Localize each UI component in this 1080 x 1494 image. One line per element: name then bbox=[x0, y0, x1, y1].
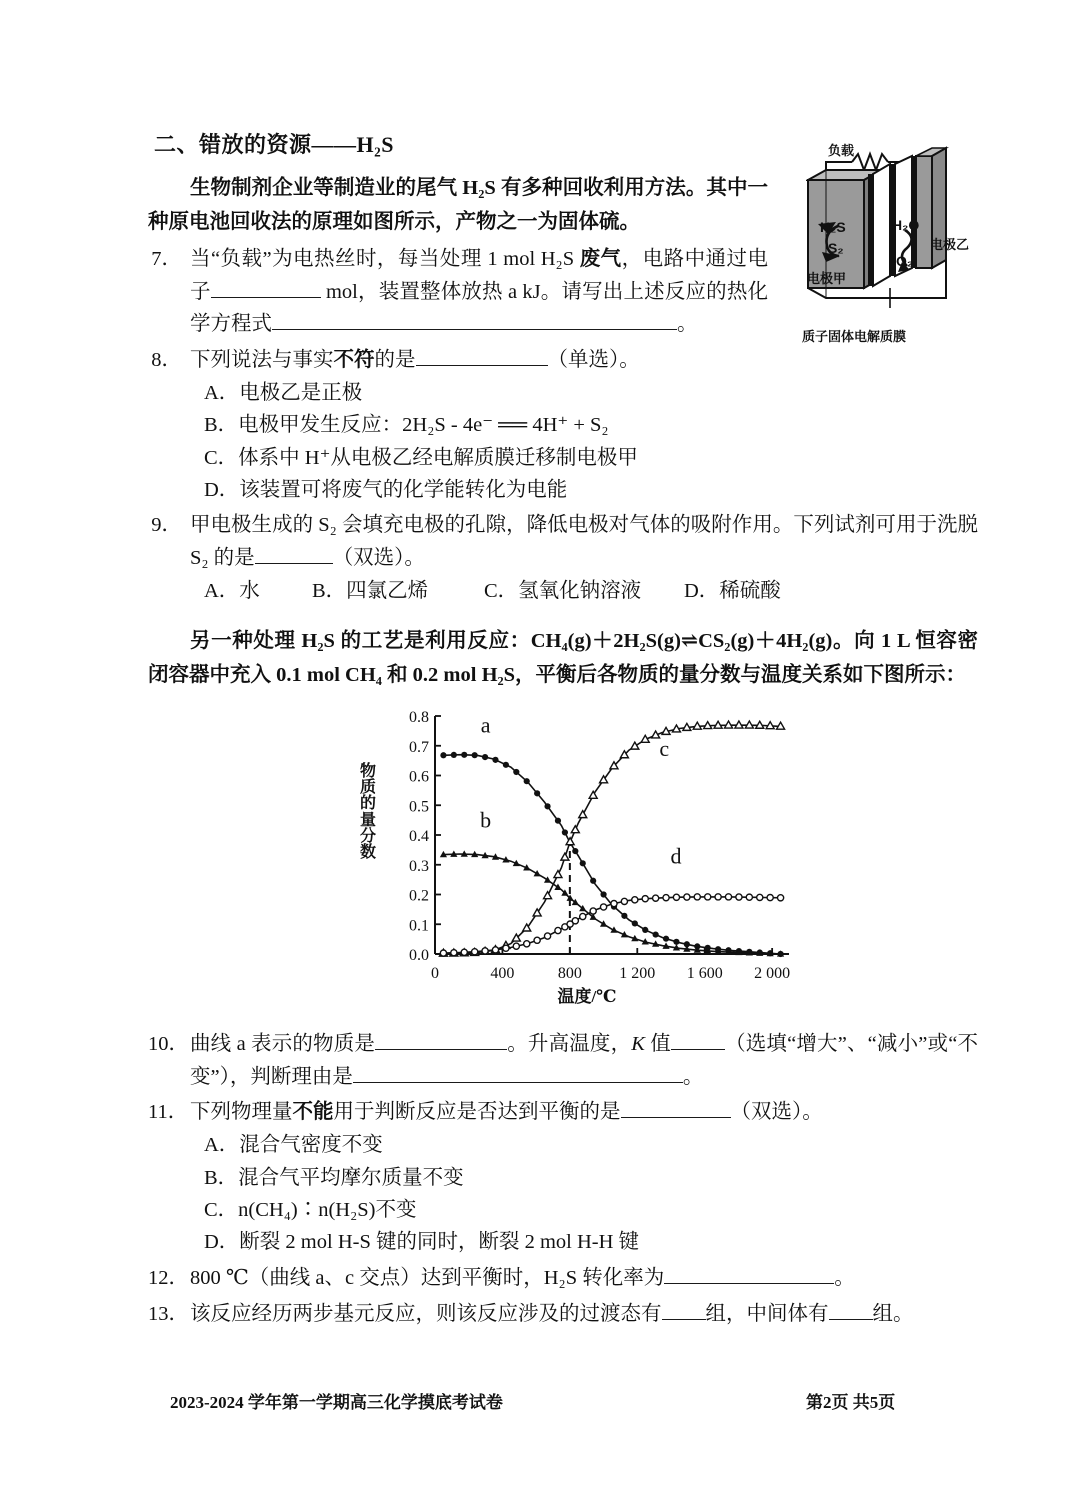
question-8-body bbox=[190, 344, 978, 377]
question-8-number: 8． bbox=[151, 349, 182, 372]
question-11-option-d[interactable]: D．断裂 2 mol H-S 键的同时，断裂 2 mol H-H 键 bbox=[204, 1231, 640, 1254]
q13-text-b: 组，中间体有 bbox=[705, 1302, 829, 1325]
chart-y-tick-label: 0.2 bbox=[409, 887, 429, 905]
q11-answer-blank[interactable] bbox=[621, 1098, 731, 1119]
chart-y-axis-label: 物质的量分数 bbox=[359, 762, 376, 862]
question-9-option-b[interactable]: B．四氯乙烯 bbox=[312, 580, 429, 603]
q8-answer-blank[interactable] bbox=[416, 346, 548, 367]
question-7-body bbox=[190, 243, 768, 341]
chart-x-tick-label: 0 bbox=[431, 964, 439, 982]
question-11-option-b[interactable]: B．混合气平均摩尔质量不变 bbox=[204, 1166, 464, 1189]
chart-x-tick-label: 1 600 bbox=[686, 964, 723, 982]
question-12 bbox=[148, 1262, 978, 1295]
figure-membrane-label: 质子固体电解质膜 bbox=[802, 329, 907, 344]
q7-emphasis: 废气 bbox=[579, 247, 622, 270]
question-10-number: 10． bbox=[148, 1032, 189, 1055]
q11-stem-a: 下列物理量 bbox=[190, 1101, 293, 1124]
q10-answer-blank-2[interactable] bbox=[671, 1029, 725, 1050]
question-8-option-c[interactable]: C．体系中 H⁺从电极乙经电解质膜迁移制电极甲 bbox=[204, 446, 638, 469]
question-13-body bbox=[190, 1298, 978, 1331]
chart-y-tick-label: 0.5 bbox=[409, 798, 429, 816]
question-8-option-a[interactable]: A．电极乙是正极 bbox=[204, 381, 363, 404]
q7-text-d: mol，装置整体放热 a kJ。请写出上述反应的热化学方程式 bbox=[190, 280, 768, 336]
chart-y-tick-label: 0.8 bbox=[409, 708, 429, 726]
q10-text-a: 曲线 a 表示的物质是 bbox=[190, 1032, 376, 1055]
question-8-option-b[interactable]: B．电极甲发生反应：2H₂S - 4e⁻ ══ 4H⁺ + S₂ bbox=[204, 414, 609, 437]
q7-answer-blank-2[interactable] bbox=[272, 310, 677, 331]
question-11-number: 11． bbox=[148, 1101, 189, 1124]
q9-stem-b: （双选）。 bbox=[332, 547, 425, 570]
chart-y-tick-label: 0.7 bbox=[409, 738, 429, 756]
question-11-option-c[interactable]: C．n(CH₄)∶n(H₂S)不变 bbox=[204, 1199, 417, 1221]
question-12-number: 12． bbox=[148, 1266, 189, 1289]
question-11-option-a[interactable]: A．混合气密度不变 bbox=[204, 1134, 383, 1157]
question-8-option-d[interactable]: D．该装置可将废气的化学能转化为电能 bbox=[204, 479, 568, 502]
chart-y-tick-label: 0.1 bbox=[409, 917, 429, 935]
equilibrium-chart bbox=[357, 702, 817, 1012]
question-10 bbox=[148, 1028, 978, 1094]
chart-curve-label-d: d bbox=[670, 843, 682, 869]
question-9 bbox=[148, 509, 978, 575]
chart-x-tick-label: 1 200 bbox=[619, 964, 656, 982]
footer-right: 第2页 共5页 bbox=[806, 1393, 896, 1412]
q10-answer-blank-1[interactable] bbox=[375, 1029, 507, 1050]
q7-text-e: 。 bbox=[677, 313, 698, 336]
q10-answer-blank-3[interactable] bbox=[353, 1062, 683, 1083]
q8-stem-d: （单选）。 bbox=[547, 349, 640, 372]
q11-stem-d: （双选）。 bbox=[730, 1101, 823, 1124]
q8-stem-a: 下列说法与事实 bbox=[190, 349, 334, 372]
q12-answer-blank[interactable] bbox=[664, 1263, 834, 1284]
q12-text-a: 800 ℃（曲线 a、c 交点）达到平衡时，H₂S 转化率为 bbox=[190, 1266, 665, 1289]
chart-curve-label-c: c bbox=[659, 736, 670, 762]
q9-stem-a: 甲电极生成的 S₂ 会填充电极的孔隙，降低电极对气体的吸附作用。下列试剂可用于洗脱 S₂ 的是 bbox=[190, 514, 978, 570]
question-9-number: 9． bbox=[151, 514, 182, 537]
figure-species-s2: S₂ bbox=[828, 240, 844, 256]
q10-text-b: 。升高温度， bbox=[507, 1032, 632, 1055]
chart-x-tick-label: 2 000 bbox=[754, 964, 791, 982]
question-11 bbox=[148, 1096, 978, 1129]
question-12-body bbox=[190, 1262, 978, 1295]
figure-species-o2: O₂ bbox=[896, 253, 914, 269]
q13-answer-blank-2[interactable] bbox=[829, 1299, 873, 1320]
q10-text-e: （选填“增大”、“减小”或“不变”），判断理由是 bbox=[190, 1032, 978, 1088]
footer-left: 2023-2024 学年第一学期高三化学摸底考试卷 bbox=[170, 1393, 503, 1412]
document-body bbox=[148, 132, 978, 1330]
chart-y-tick-label: 0.3 bbox=[409, 857, 429, 875]
q13-text-c: 组。 bbox=[872, 1302, 914, 1325]
chart-curve-label-a: a bbox=[480, 712, 491, 738]
figure-load-label: 负载 bbox=[828, 143, 855, 158]
q7-answer-blank-1[interactable] bbox=[211, 277, 321, 298]
q11-stem-c: 用于判断反应是否达到平衡的是 bbox=[333, 1101, 621, 1124]
figure-electrode-jia-label: 电极甲 bbox=[807, 271, 847, 286]
figure-species-h2s: H₂S bbox=[820, 219, 846, 235]
question-7 bbox=[148, 243, 768, 341]
q8-emphasis: 不符 bbox=[333, 349, 375, 372]
q7-text-c: ，电路中通过电子 bbox=[190, 247, 768, 303]
question-11-body bbox=[190, 1096, 978, 1129]
figure-electrode-yi-label: 电极乙 bbox=[930, 237, 970, 252]
q10-symbol-k: K bbox=[631, 1032, 645, 1055]
question-13 bbox=[148, 1298, 978, 1331]
q7-text-a: 当“负载”为电热丝时，每当处理 1 mol H₂S bbox=[190, 247, 580, 270]
q12-text-b: 。 bbox=[834, 1266, 855, 1289]
q10-text-d: 值 bbox=[644, 1032, 671, 1055]
q10-text-f: 。 bbox=[682, 1065, 704, 1088]
chart-x-tick-label: 800 bbox=[557, 964, 582, 982]
question-9-options bbox=[204, 575, 978, 607]
q9-answer-blank[interactable] bbox=[255, 544, 333, 565]
section-title: 二、错放的资源——H₂S bbox=[154, 132, 394, 157]
chart-y-tick-label: 0.4 bbox=[409, 827, 429, 845]
question-8 bbox=[148, 344, 978, 377]
paragraph-2: 另一种处理 H₂S 的工艺是利用反应：CH₄(g)＋2H₂S(g)⇌CS₂(g)＋4H₂(g)。向 1 L 恒容密闭容器中充入 0.1 mol CH₄ 和 0.2 mol H₂S，平衡后各物质的量分数与温度关系如下图所示： bbox=[148, 630, 978, 686]
q13-answer-blank-1[interactable] bbox=[662, 1299, 706, 1320]
q8-stem-c: 的是 bbox=[374, 349, 416, 372]
chart-x-tick-label: 400 bbox=[490, 964, 515, 982]
question-9-option-a[interactable]: A．水 bbox=[204, 580, 260, 603]
chart-x-axis-label: 温度/℃ bbox=[557, 986, 617, 1006]
question-9-option-c[interactable]: C．氢氧化钠溶液 bbox=[484, 580, 642, 603]
question-10-body bbox=[190, 1028, 978, 1094]
question-13-number: 13． bbox=[148, 1302, 189, 1325]
question-9-body bbox=[190, 509, 978, 575]
question-9-option-d[interactable]: D．稀硫酸 bbox=[684, 580, 781, 603]
chart-plot bbox=[377, 702, 797, 1002]
q13-text-a: 该反应经历两步基元反应，则该反应涉及的过渡态有 bbox=[190, 1302, 662, 1325]
chart-curve-label-b: b bbox=[480, 807, 492, 833]
question-7-number: 7． bbox=[151, 247, 182, 270]
figure-species-h2o: H₂O bbox=[892, 217, 920, 233]
q11-emphasis: 不能 bbox=[292, 1101, 334, 1124]
intro-paragraph: 生物制剂企业等制造业的尾气 H₂S 有多种回收利用方法。其中一种原电池回收法的原理如图所示，产物之一为固体硫。 bbox=[148, 177, 768, 233]
chart-y-tick-label: 0.6 bbox=[409, 768, 429, 786]
chart-y-tick-label: 0.0 bbox=[409, 946, 429, 964]
